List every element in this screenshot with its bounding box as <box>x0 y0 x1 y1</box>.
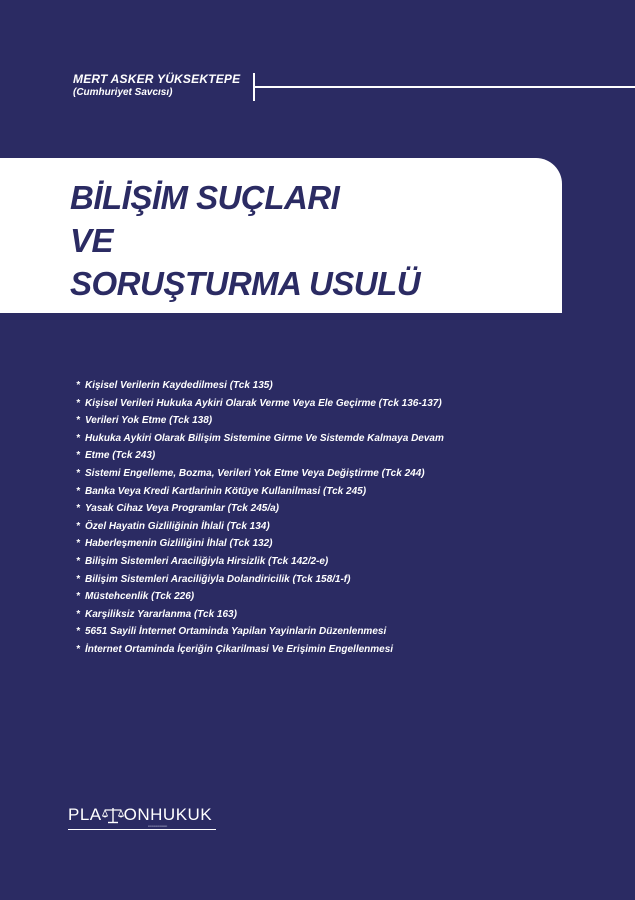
topic-text: Bilişim Sistemleri Araciliğiyla Hirsizlik (Tck 142/2-e) <box>85 555 329 567</box>
list-item <box>76 571 444 589</box>
bullet-icon: * <box>76 397 80 409</box>
publisher-logo <box>68 805 213 828</box>
title-line-1: BİLİŞİM SUÇLARI <box>70 179 340 216</box>
list-item <box>76 377 444 395</box>
topic-text: Verileri Yok Etme (Tck 138) <box>85 415 213 427</box>
list-item <box>76 641 444 659</box>
bullet-icon: * <box>76 608 80 620</box>
list-item <box>76 483 444 501</box>
list-item <box>76 553 444 571</box>
scales-of-justice-icon <box>102 806 124 824</box>
list-item <box>76 447 444 465</box>
bullet-icon: * <box>76 573 80 585</box>
topic-list <box>76 377 444 659</box>
topic-text: Bilişim Sistemleri Araciliğiyla Dolandiricilik (Tck 158/1-f) <box>85 573 351 585</box>
bullet-icon: * <box>76 520 80 532</box>
topic-text: Özel Hayatin Gizliliğinin İhlali (Tck 134) <box>85 520 270 532</box>
book-title <box>70 176 420 305</box>
topic-text: Müstehcenlik (Tck 226) <box>85 591 195 603</box>
list-item <box>76 500 444 518</box>
logo-underline <box>68 829 216 830</box>
bullet-icon: * <box>76 643 80 655</box>
bullet-icon: * <box>76 415 80 427</box>
bullet-icon: * <box>76 591 80 603</box>
topic-text: Yasak Cihaz Veya Programlar (Tck 245/a) <box>85 503 279 515</box>
bullet-icon: * <box>76 467 80 479</box>
title-line-3: SORUŞTURMA USULÜ <box>70 265 421 302</box>
list-item <box>76 465 444 483</box>
topic-text: Hukuka Aykiri Olarak Bilişim Sistemine Girme Ve Sistemde Kalmaya Devam <box>85 432 444 444</box>
list-item <box>76 430 444 448</box>
bullet-icon: * <box>76 380 80 391</box>
topic-text: Haberleşmenin Gizliliğini İhlal (Tck 132) <box>85 538 273 550</box>
topic-text: Kişisel Verileri Hukuka Aykiri Olarak Verme Veya Ele Geçirme (Tck 136-137) <box>85 397 442 409</box>
topic-text: İnternet Ortaminda İçeriğin Çikarilmasi Ve Erişimin Engellenmesi <box>85 643 394 655</box>
bullet-icon: * <box>76 555 80 567</box>
topic-text: Banka Veya Kredi Kartlarinin Kötüye Kullanilmasi (Tck 245) <box>85 485 367 497</box>
author-divider-line <box>255 86 635 88</box>
author-block <box>73 72 240 99</box>
bullet-icon: * <box>76 485 80 497</box>
list-item <box>76 606 444 624</box>
topic-text: Etme (Tck 243) <box>85 450 156 462</box>
topic-text: 5651 Sayili İnternet Ortaminda Yapilan Yayinlarin Düzenlenmesi <box>85 626 387 638</box>
list-item <box>76 518 444 536</box>
title-line-2: VE <box>70 222 114 259</box>
logo-tagline: ▪▪▪▪▪▪▪▪▪▪▪▪▪▪▪▪▪▪ <box>148 824 168 828</box>
bullet-icon: * <box>76 432 80 444</box>
bullet-icon: * <box>76 450 80 462</box>
bullet-icon: * <box>76 626 80 638</box>
list-item <box>76 535 444 553</box>
topic-text: Kişisel Verilerin Kaydedilmesi (Tck 135) <box>85 380 273 391</box>
bullet-icon: * <box>76 538 80 550</box>
author-role: (Cumhuriyet Savcısı) <box>73 87 173 98</box>
list-item <box>76 412 444 430</box>
list-item <box>76 623 444 641</box>
topic-text: Sistemi Engelleme, Bozma, Verileri Yok Etme Veya Değiştirme (Tck 244) <box>85 467 425 479</box>
publisher-name-part2: ONHUKUK <box>123 805 213 824</box>
bullet-icon: * <box>76 503 80 515</box>
list-item <box>76 395 444 413</box>
publisher-name-part1: PLA <box>68 805 102 824</box>
list-item <box>76 588 444 606</box>
topic-text: Karşiliksiz Yararlanma (Tck 163) <box>85 608 237 620</box>
author-name: MERT ASKER YÜKSEKTEPE <box>73 72 241 86</box>
